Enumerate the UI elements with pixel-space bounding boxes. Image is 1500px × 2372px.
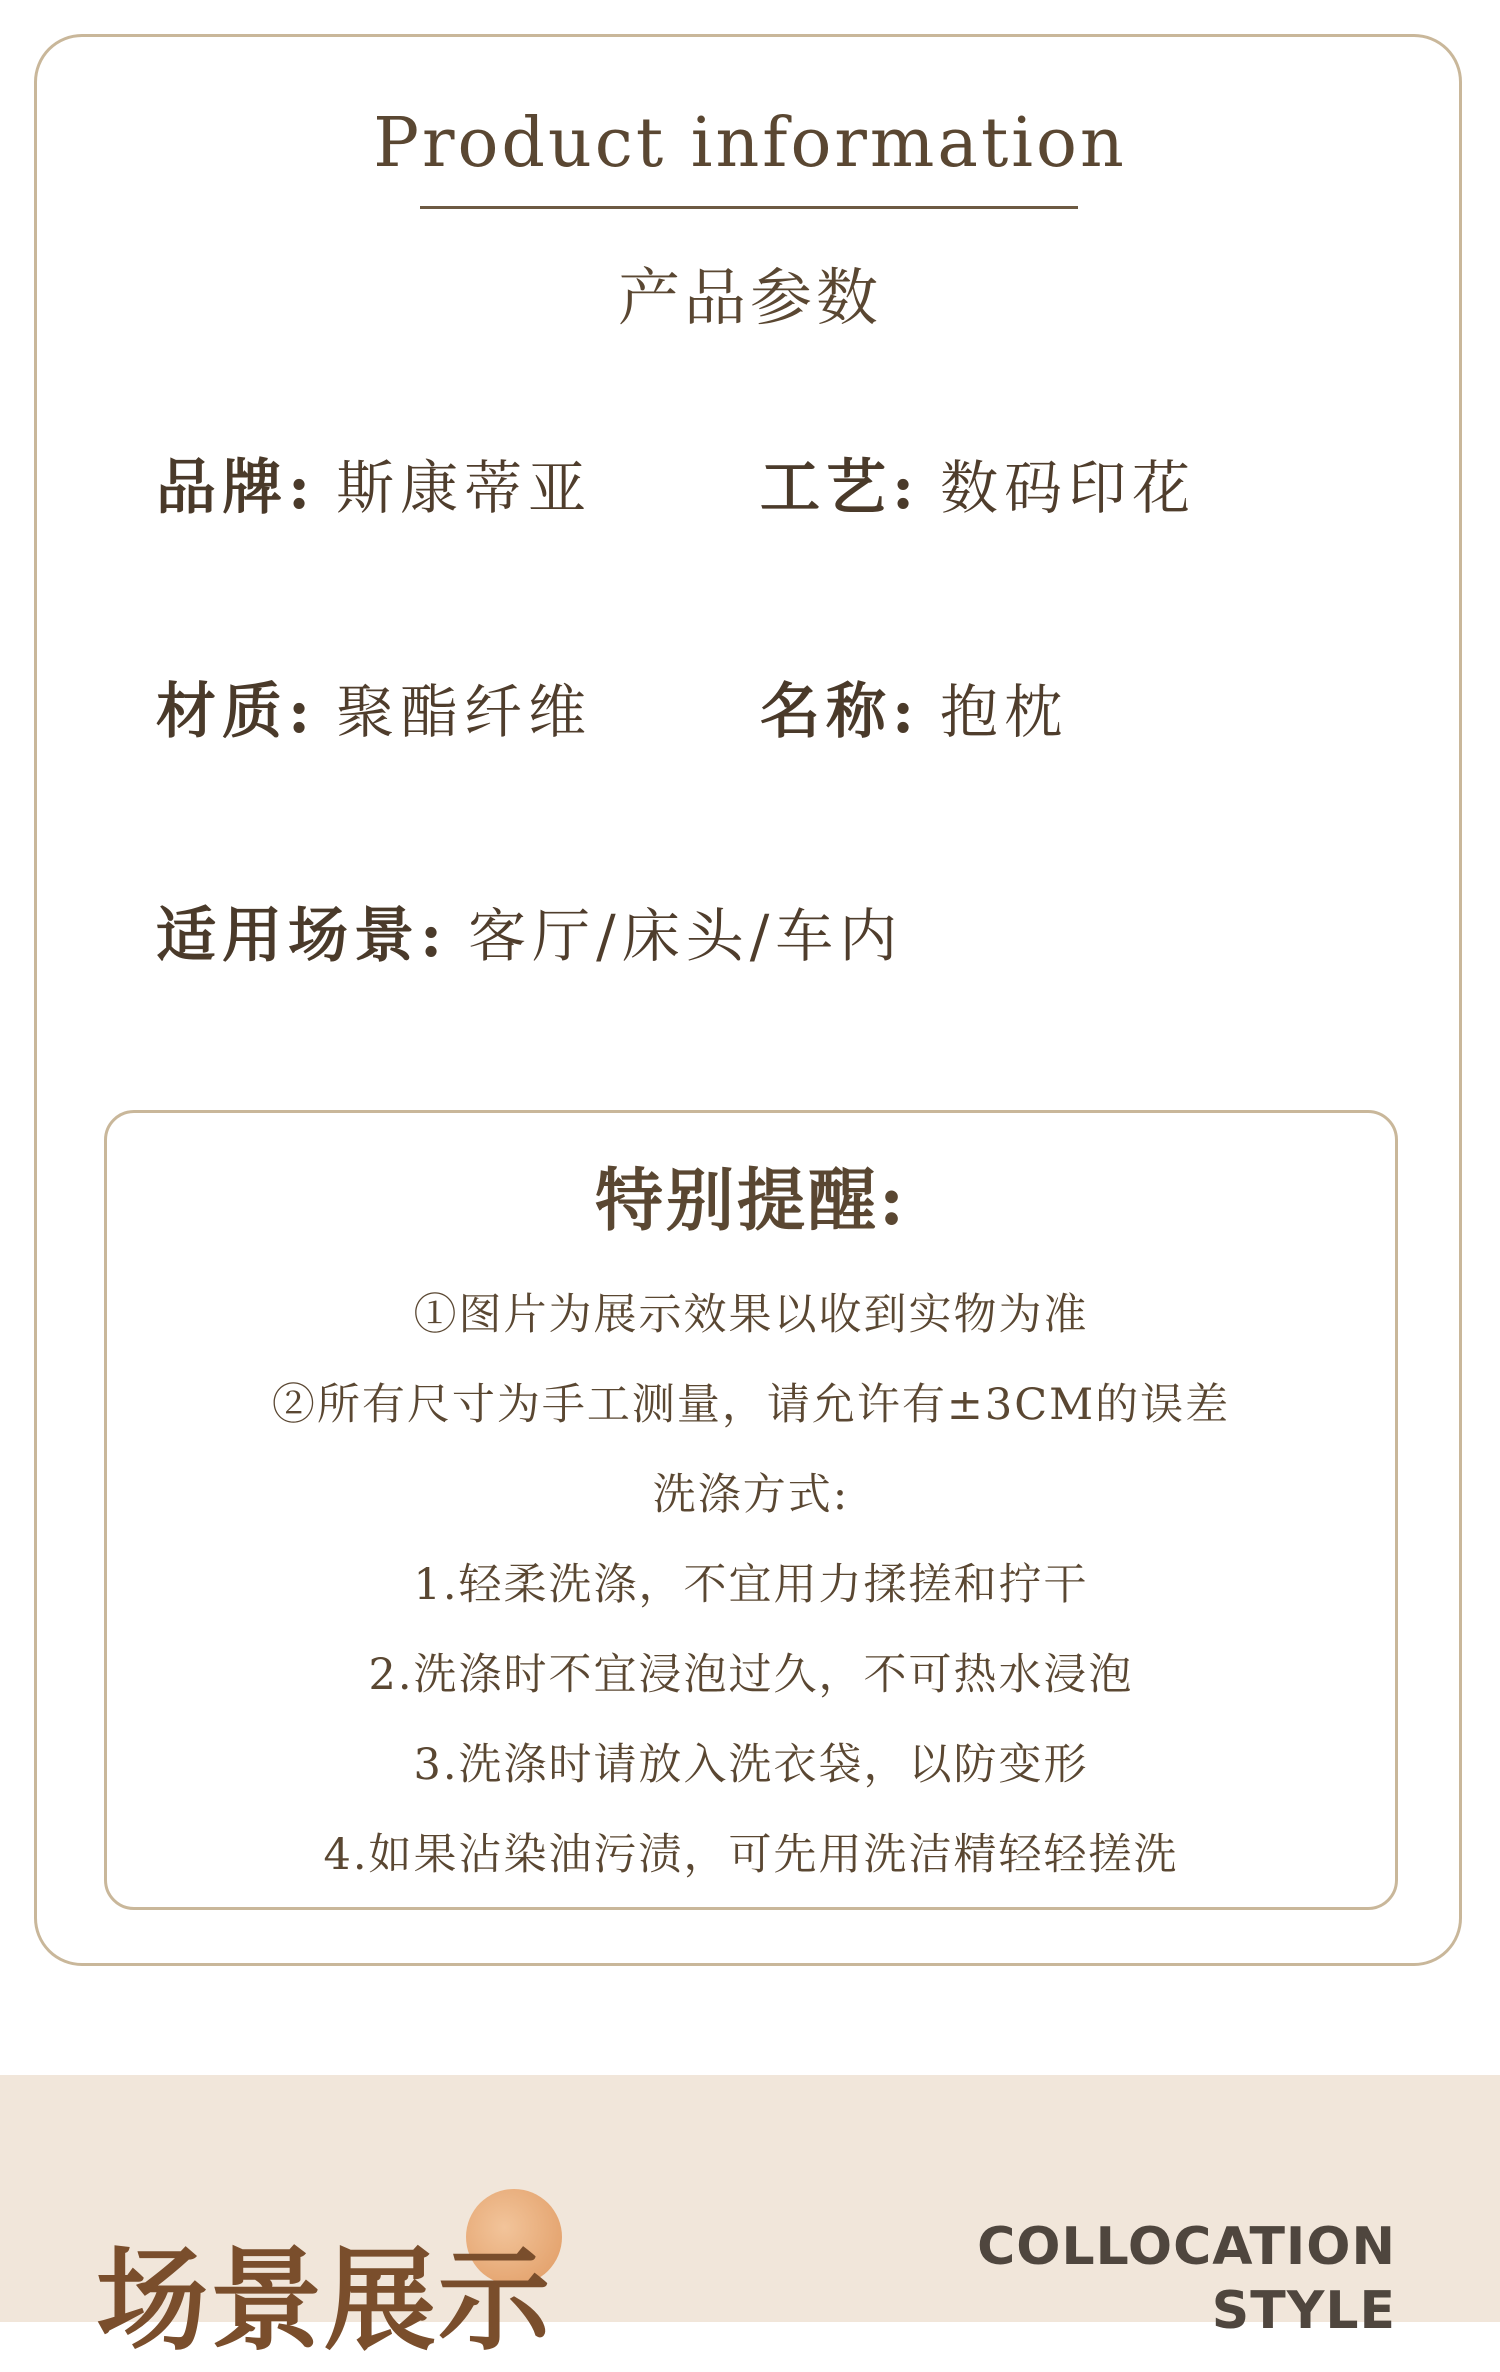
param-material xyxy=(156,664,592,750)
scene-title: 场景展示 xyxy=(96,2236,552,2366)
notice-title: 特别提醒: xyxy=(594,1161,908,1241)
notice-line: 2.洗涤时不宜浸泡过久，不可热水浸泡 xyxy=(368,1650,1134,1700)
notice-line: 洗涤方式: xyxy=(652,1470,850,1520)
notice-line: 4.如果沾染油污渍，可先用洗洁精轻轻搓洗 xyxy=(323,1830,1179,1880)
notice-line: 1.轻柔洗涤，不宜用力揉搓和拧干 xyxy=(413,1560,1089,1610)
param-scene xyxy=(156,888,903,974)
scene-english-line1: COLLOCATION xyxy=(977,2217,1396,2277)
scene-banner xyxy=(0,2075,1500,2366)
param-value: 客厅/床头/车内 xyxy=(468,902,904,970)
param-label: 名称: xyxy=(760,677,921,747)
param-value: 斯康蒂亚 xyxy=(336,454,593,522)
param-brand xyxy=(156,440,592,526)
title-underline xyxy=(420,206,1078,209)
param-label: 品牌: xyxy=(156,453,317,523)
param-label: 工艺: xyxy=(760,453,921,523)
param-label: 适用场景: xyxy=(156,901,449,971)
param-value: 抱枕 xyxy=(940,678,1069,746)
notice-box xyxy=(104,1110,1398,1910)
param-name xyxy=(760,664,1068,750)
notice-line: ①图片为展示效果以收到实物为准 xyxy=(413,1290,1089,1340)
section-title: Product information xyxy=(373,104,1127,183)
param-value: 数码印花 xyxy=(940,454,1197,522)
param-value: 聚酯纤维 xyxy=(336,678,593,746)
scene-english-line2: STYLE xyxy=(1211,2281,1396,2341)
notice-line: 3.洗涤时请放入洗衣袋，以防变形 xyxy=(413,1740,1089,1790)
param-craft xyxy=(760,440,1196,526)
param-label: 材质: xyxy=(156,677,317,747)
notice-line: ②所有尺寸为手工测量，请允许有±3CM的误差 xyxy=(271,1380,1231,1430)
section-subtitle: 产品参数 xyxy=(617,261,882,334)
